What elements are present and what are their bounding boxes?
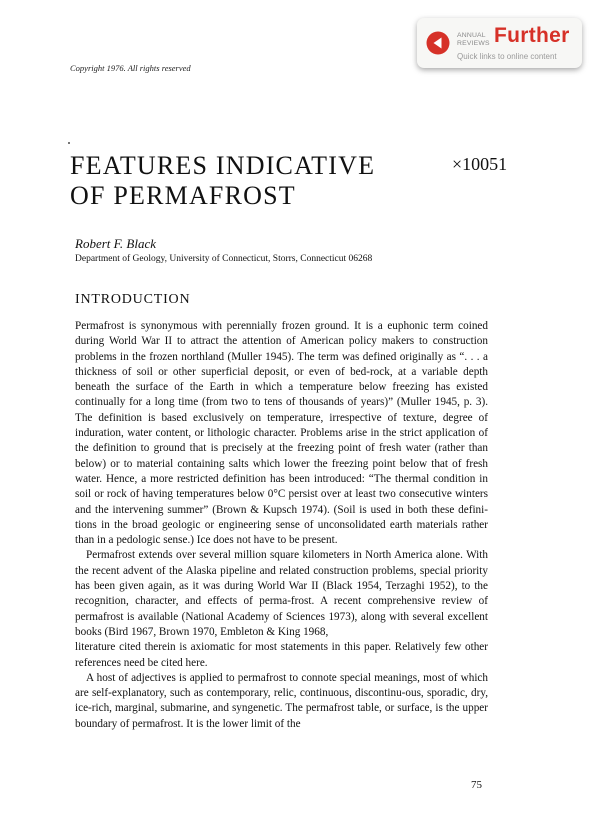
- copyright-line: Copyright 1976. All rights reserved: [70, 63, 191, 73]
- stray-mark: [68, 142, 70, 144]
- play-triangle-icon: [426, 31, 450, 55]
- section-heading: INTRODUCTION: [75, 292, 191, 307]
- badge-further-label: Further: [494, 24, 570, 47]
- body-paragraph: Permafrost is synonymous with perennially frozen ground. It is a euphonic term coined during World War II to attract the attention of American policy makers to construction problems in the frozen northland (Muller 1945). The term was defined originally as “. . . a thickness of soil or other superficial deposit, or even of bed-rock, at a variable depth beneath the surface of the Earth in which a temperature below freezing has existed continually for a long time (from two to tens of thousands of years)” (Muller 1945, p. 3). The definition is based exclusively on temperature, irrespective of texture, degree of induration, water content, or lithologic character. Problems arise in the strict application of the definition to ground that is precisely at the freezing point of fresh water (rather than below) or to material containing salts which lower the freezing point below that of fresh water. Hence, a more restricted definition has been introduced: “The thermal condition in soil or rock of having temperatures below 0°C persist over at least two consecutive winters and the intervening summer” (Brown & Kupsch 1974). (Soil is used in both these defini-tions in the broad geologic or engineering sense of unconsolidated earth materials rather than in a pedologic sense.) Ice does not have to be present.: [75, 320, 488, 547]
- body-paragraph: literature cited therein is axiomatic for most statements in this paper. Relatively few other references need be cited here.: [75, 641, 488, 669]
- author-name: Robert F. Black: [75, 236, 156, 251]
- badge-subtitle: Quick links to online content: [457, 52, 557, 61]
- article-title: [70, 151, 375, 211]
- body-paragraph: Permafrost extends over several million square kilometers in North America alone. With the recent advent of the Alaska pipeline and related construction problems, special priority has been given again, as it was during World War II (Black 1954, Terzaghi 1952), to the recognition, character, and effects of perma-frost. A recent comprehensive review of permafrost is available (National Academy of Sciences 1973), along with several excellent books (Bird 1967, Brown 1970, Embleton & King 1968,: [75, 549, 488, 638]
- body-paragraph: A host of adjectives is applied to permafrost to connote special meanings, most of which are self-explanatory, such as contemporary, relic, continuous, discontinu-ous, sporadic, dry, ice-rich, marginal, submarine, and syngenetic. The permafrost table, or surface, is the upper boundary of permafrost. It is the lower limit of the: [75, 671, 488, 730]
- badge-reviews-label: REVIEWS: [457, 39, 490, 47]
- title-line-1: FEATURES INDICATIVE: [70, 151, 376, 180]
- badge-annual-label: ANNUAL: [457, 32, 486, 39]
- badge-annual-reviews-text: [457, 32, 490, 47]
- article-body: [75, 319, 488, 732]
- title-line-2: OF PERMAFROST: [70, 181, 296, 210]
- page-number: 75: [471, 779, 482, 791]
- catalog-number: ×10051: [452, 154, 508, 174]
- author-affiliation: Department of Geology, University of Connecticut, Storrs, Connecticut 06268: [75, 254, 373, 264]
- annual-reviews-further-badge[interactable]: [417, 18, 582, 68]
